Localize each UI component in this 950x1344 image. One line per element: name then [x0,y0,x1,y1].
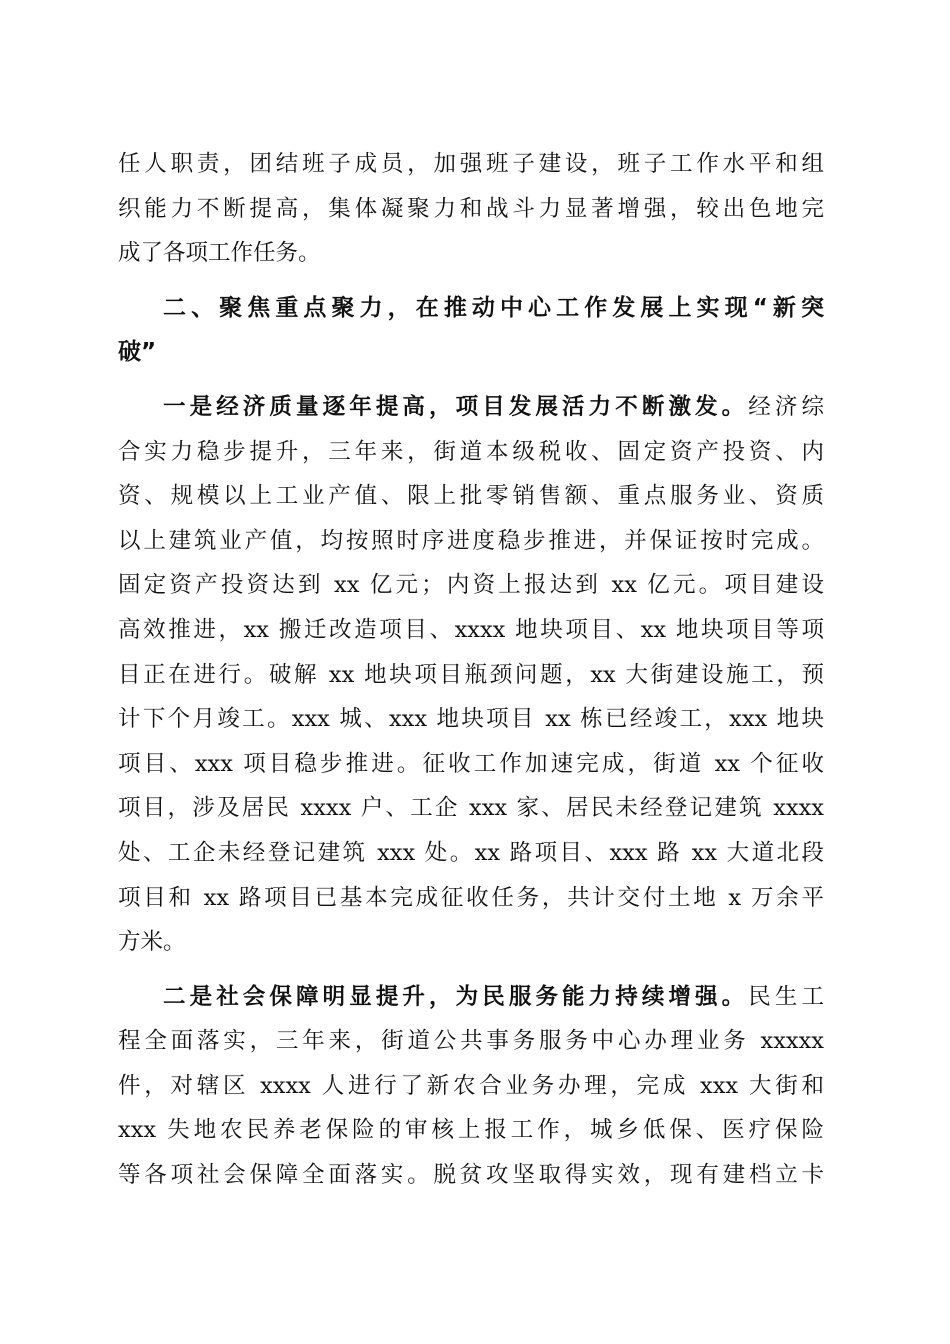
text-line: 固定资产投资达到 xx 亿元；内资上报达到 xx 亿元。项目建设 [118,572,824,599]
text-line: 件，对辖区 xxxx 人进行了新农合业务办理，完成 xxx 大街和 [118,1072,824,1099]
text-line: 资、规模以上工业产值、限上批零销售额、重点服务业、资质 [118,483,824,510]
paragraph-economy [118,385,824,965]
text-line: 计下个月竣工。xxx 城、xxx 地块项目 xx 栋已经竣工，xxx 地块 [118,706,824,733]
document-page [118,142,824,1198]
text-line: 处、工企未经登记建筑 xxx 处。xx 路项目、xxx 路 xx 大道北段 [118,839,824,866]
spacer [118,375,824,385]
text-line: 高效推进，xx 搬迁改造项目、xxxx 地块项目、xx 地块项目等项 [118,616,824,643]
text-line: 程全面落实，三年来，街道公共事务服务中心办理业务 xxxxx [118,1028,824,1055]
text-line-rest: 民生工 [748,983,824,1010]
spacer [118,965,824,975]
text-line-first [118,385,824,430]
paragraph-lead: 一是经济质量逐年提高，项目发展活力不断激发。 [163,393,749,420]
text-line-rest: 经济综 [748,393,824,420]
text-line: 合实力稳步提升，三年来，街道本级税收、固定资产投资、内 [118,438,824,465]
spacer [118,276,824,286]
paragraph-continuation [118,142,824,276]
text-line: 织能力不断提高，集体凝聚力和战斗力显著增强，较出色地完 [118,195,824,222]
paragraph-social-security [118,975,824,1198]
paragraph-lead: 二是社会保障明显提升，为民服务能力持续增强。 [163,983,749,1010]
section-heading-line: 二、聚焦重点聚力，在推动中心工作发展上实现“新突 [163,294,824,321]
text-line: 任人职责，团结班子成员，加强班子建设，班子工作水平和组 [118,151,824,177]
text-line: 方米。 [118,929,186,956]
text-line: 项目和 xx 路项目已基本完成征收任务，共计交付土地 x 万余平 [118,884,824,911]
text-line: xxx 失地农民养老保险的审核上报工作，城乡低保、医疗保险 [118,1117,824,1144]
section-heading-line: 破” [118,339,157,366]
section-heading [118,286,824,375]
text-line: 项目，涉及居民 xxxx 户、工企 xxx 家、居民未经登记建筑 xxxx [118,795,824,822]
text-line: 项目、xxx 项目稳步推进。征收工作加速完成，街道 xx 个征收 [118,750,824,777]
text-line: 等各项社会保障全面落实。脱贫攻坚取得实效，现有建档立卡 [118,1162,824,1189]
text-line-first [118,975,824,1020]
text-line: 目正在进行。破解 xx 地块项目瓶颈问题，xx 大街建设施工，预 [118,661,824,688]
text-line: 成了各项工作任务。 [118,240,321,267]
text-line: 以上建筑业产值，均按照时序进度稳步推进，并保证按时完成。 [118,527,824,554]
